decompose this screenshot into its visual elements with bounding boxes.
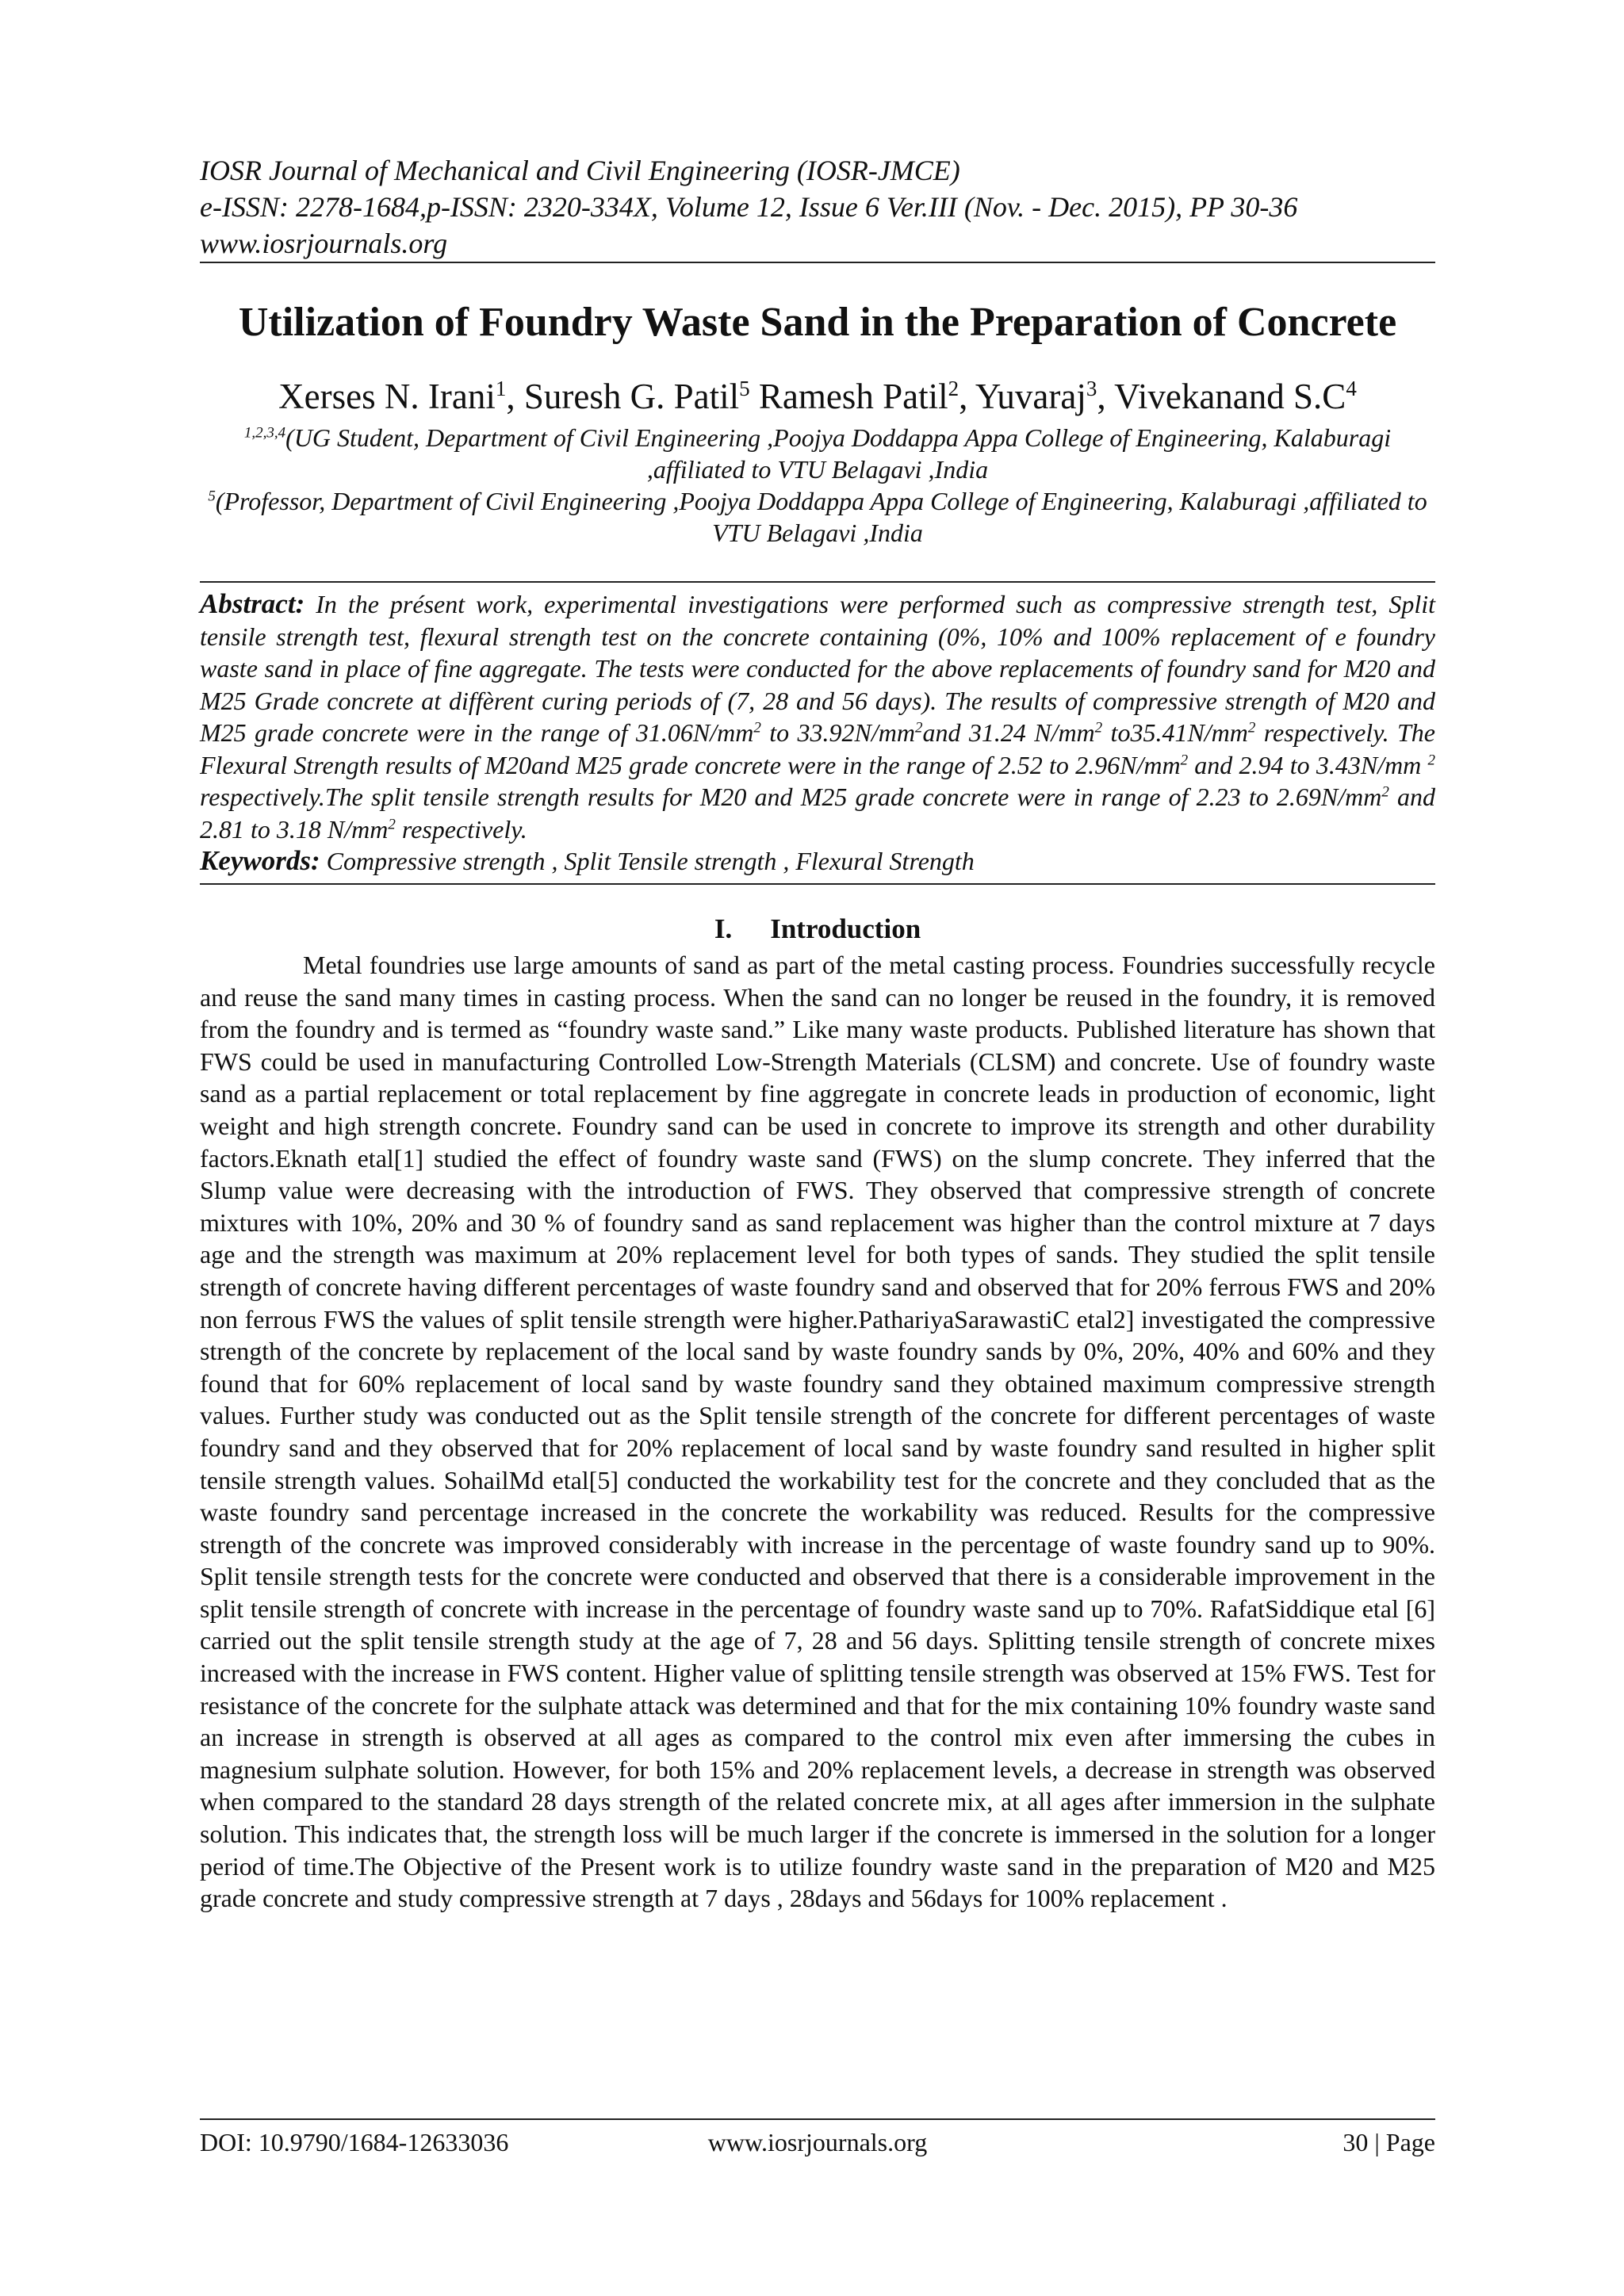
footer-divider <box>200 2118 1435 2120</box>
introduction-paragraph: Metal foundries use large amounts of sand as part of the metal casting process. Foundries successfully recycle and reuse the sand many times in casting process. When the sand can no longer be reused in the foundry, it is removed from the foundry and is termed as “foundry waste sand.” Like many waste products. Published literature has shown that FWS could be used in manufacturing Controlled Low-Strength Materials (CLSM) and concrete. Use of foundry waste sand as a partial replacement or total replacement by fine aggregate in concrete leads in production of economic, light weight and high strength concrete. Foundry sand can be used in concrete to improve its strength and other durability factors.Eknath etal[1] studied the effect of foundry waste sand (FWS) on the slump concrete. They inferred that the Slump value were decreasing with the introduction of FWS. They observed that compressive strength of concrete mixtures with 10%, 20% and 30 % of foundry sand as sand replacement was higher than the control mixture at 7 days age and the strength was maximum at 20% replacement level for both types of sands. They studied the split tensile strength of concrete having different percentages of waste foundry sand and observed that for 20% ferrous FWS and 20% non ferrous FWS the values of split tensile strength were higher.PathariyaSarawastiC etal2] investigated the compressive strength of the concrete by replacement of the local sand by waste foundry sands by 0%, 20%, 40% and 60% and they found that for 60% replacement of local sand by waste foundry sand they obtained maximum compressive strength values. Further study was conducted out as the Split tensile strength of the concrete for different percentages of waste foundry sand and they observed that for 20% replacement of local sand by waste foundry sand resulted in higher split tensile strength values. SohailMd etal[5] conducted the workability test for the concrete and they concluded that as the waste foundry sand percentage increased in the concrete the workability was reduced. Results for the compressive strength of the concrete was improved considerably with increase in the percentage of waste foundry sand up to 90%. Split tensile strength tests for the concrete were conducted and observed that there is a considerable improvement in the split tensile strength of concrete with increase in the percentage of foundry waste sand up to 70%. RafatSiddique etal [6] carried out the split tensile strength study at the age of 7, 28 and 56 days. Splitting tensile strength of concrete mixes increased with the increase in FWS content. Higher value of splitting tensile strength was observed at 15% FWS. Test for resistance of the concrete for the sulphate attack was determined and that for the mix containing 10% foundry waste sand an increase in strength is observed at all ages as compared to the control mix even after immersing the cubes in magnesium sulphate solution. However, for both 15% and 20% replacement levels, a decrease in strength was observed when compared to the standard 28 days strength of the related concrete mix, at all ages after immersion in the sulphate solution. This indicates that, the strength loss will be much larger if the concrete is immersed in the solution for a longer period of time.The Objective of the Present work is to utilize foundry waste sand in the preparation of M20 and M25 grade concrete and study compressive strength at 7 days , 28days and 56days for 100% replacement . <box>200 951 1435 1913</box>
author-name: Xerses N. Irani <box>278 377 496 416</box>
keywords-text: Compressive strength , Split Tensile strength , Flexural Strength <box>320 847 975 875</box>
affiliations <box>200 422 1435 549</box>
author-affiliation-mark: 3 <box>1086 377 1097 400</box>
abstract-label: Abstract: <box>200 588 305 619</box>
keywords <box>200 845 1435 878</box>
author-separator <box>750 377 759 416</box>
author-affiliation-mark: 4 <box>1346 377 1357 400</box>
page-footer <box>200 2125 1435 2160</box>
paper-title: Utilization of Foundry Waste Sand in the Preparation of Concrete <box>238 300 1397 345</box>
abstract-body <box>200 588 1435 845</box>
author-affiliation-mark: 5 <box>739 377 750 400</box>
affiliation-text: (UG Student, Department of Civil Engineering ,Poojya Doddappa Appa College of Engineering, Kalaburagi ,affiliated to VTU Belagavi ,India <box>285 423 1392 484</box>
footer-page-number: 30 | Page <box>1342 2128 1435 2156</box>
introduction-body <box>200 949 1435 1915</box>
section-heading <box>200 912 1435 947</box>
affiliation <box>200 485 1435 549</box>
header-divider <box>200 262 1435 263</box>
journal-name: IOSR Journal of Mechanical and Civil Engineering (IOSR-JMCE) <box>200 155 960 186</box>
author-separator: , <box>959 377 975 416</box>
author-separator: , <box>506 377 524 416</box>
journal-header <box>200 152 1435 262</box>
author-list <box>200 373 1435 420</box>
footer-doi: DOI: 10.9790/1684-12633036 <box>200 2128 509 2156</box>
author-affiliation-mark: 2 <box>948 377 959 400</box>
author-name: Suresh G. Patil <box>523 377 740 416</box>
journal-issn: e-ISSN: 2278-1684,p-ISSN: 2320-334X, Volume 12, Issue 6 Ver.III (Nov. - Dec. 2015), PP 30-36 <box>200 191 1298 223</box>
author-separator: , <box>1097 377 1115 416</box>
author-name: Ramesh Patil <box>758 377 948 416</box>
abstract-text: In the présent work, experimental investigations were performed such as compressive strength test, Split tensile strength test, flexural strength test on the concrete containing (0%, 10% and 100% replacement of e foundry waste sand in place of fine aggregate. The tests were conducted for the above replacements of foundry sand for M20 and M25 Grade concrete at diffèrent curing periods of (7, 28 and 56 days). The results of compressive strength of M20 and M25 grade concrete were in the range of $31.06N/mm^2$ to $33.92N/mm^2and$ 31.24 $N/mm^2$ $to35.41N/mm^2$ respectively. The Flexural Strength results of M20and M25 grade concrete were in the range of 2.52 to $2.96N/mm^2$ and 2.94 to 3.43N/mm $^2$ respectively.The split tensile strength results for M20 and M25 grade concrete were in range of 2.23 to $2.69N/mm^2$ and 2.81 to 3.18 $N/mm^2$ respectively. <box>200 590 1436 844</box>
affiliation-mark: 5 <box>208 488 216 505</box>
affiliation-text: (Professor, Department of Civil Engineering ,Poojya Doddappa Appa College of Engineering, Kalaburagi ,affiliated to VTU Belagavi ,India <box>215 487 1427 547</box>
author-name: Vivekanand S.C <box>1114 377 1346 416</box>
author-name: Yuvaraj <box>975 377 1086 416</box>
section-number: I. <box>714 913 733 944</box>
keywords-label: Keywords: <box>200 845 320 876</box>
abstract <box>200 588 1435 878</box>
journal-website: www.iosrjournals.org <box>200 228 448 259</box>
affiliation-mark: 1,2,3,4 <box>243 424 286 442</box>
abstract-bottom-divider <box>200 883 1435 885</box>
section-title: Introduction <box>770 913 921 944</box>
author-affiliation-mark: 1 <box>495 377 507 400</box>
abstract-top-divider <box>200 581 1435 583</box>
affiliation <box>200 422 1435 485</box>
footer-website: www.iosrjournals.org <box>707 2128 928 2156</box>
